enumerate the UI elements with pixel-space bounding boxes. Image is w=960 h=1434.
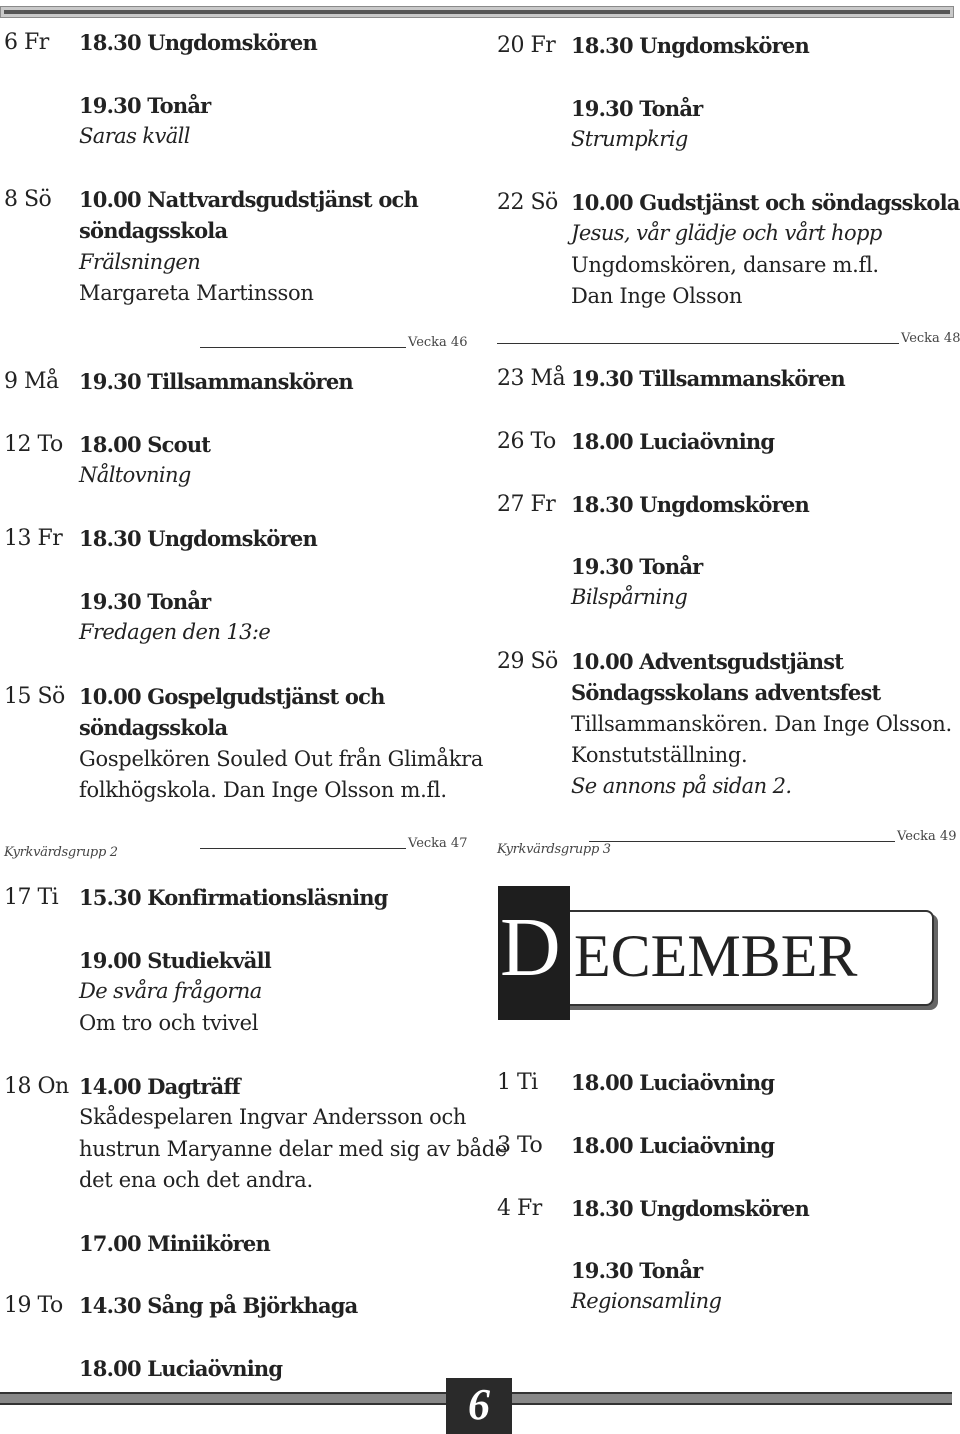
event-detail: Dan Inge Olsson xyxy=(571,283,743,308)
entry-lines xyxy=(79,27,470,58)
entry-lines xyxy=(79,90,470,153)
entry-day: 9 Må xyxy=(4,369,59,394)
month-name-rest: ECEMBER xyxy=(574,923,858,989)
event-title: 18.30 Ungdomskören xyxy=(79,526,317,551)
event-theme: Nåltovning xyxy=(79,463,191,488)
entry-lines xyxy=(79,1290,470,1321)
week-separator-48 xyxy=(497,324,960,344)
entry-day: 6 Fr xyxy=(4,30,49,55)
entry-lines xyxy=(571,551,960,614)
event-detail: Gospelkören Souled Out från Glimåkra xyxy=(79,746,484,771)
week-label: Vecka 47 xyxy=(408,836,468,851)
event-title: 17.00 Miniikören xyxy=(79,1231,270,1256)
event-detail: det ena och det andra. xyxy=(79,1167,313,1192)
entry-lines xyxy=(571,30,960,61)
entry-lines xyxy=(571,1130,960,1161)
entry-lines xyxy=(571,363,960,394)
event-detail: hustrun Maryanne delar med sig av både xyxy=(79,1136,508,1161)
event-theme: Se annons på sidan 2. xyxy=(571,774,792,799)
entry-lines xyxy=(571,93,960,156)
entry-day: 8 Sö xyxy=(4,187,52,212)
footer-bar-right xyxy=(512,1392,952,1405)
event-detail: Margareta Martinsson xyxy=(79,280,314,305)
event-theme: Fredagen den 13:e xyxy=(79,620,271,645)
entry-lines xyxy=(571,426,960,457)
event-theme: Jesus, vår glädje och vårt hopp xyxy=(571,221,882,246)
month-initial: D xyxy=(500,901,561,994)
entry-day: 22 Sö xyxy=(497,190,558,215)
entry-day: 15 Sö xyxy=(4,684,65,709)
event-title: 19.00 Studiekväll xyxy=(79,948,271,973)
event-detail: Tillsammanskören. Dan Inge Olsson. xyxy=(571,711,952,736)
entry-day: 3 To xyxy=(497,1133,543,1158)
event-title: 19.30 Tonår xyxy=(571,1258,703,1283)
church-warden-group-label: Kyrkvärdsgrupp 2 xyxy=(4,845,118,860)
entry-lines xyxy=(79,1228,470,1259)
entry-lines xyxy=(571,187,960,312)
event-detail: Ungdomskören, dansare m.fl. xyxy=(571,252,879,277)
event-title: 10.00 Gospelgudstjänst och xyxy=(79,684,385,709)
entry-lines xyxy=(79,945,470,1039)
event-title: 18.00 Luciaövning xyxy=(571,1133,775,1158)
event-detail: Konstutställning. xyxy=(571,742,748,767)
entry-lines xyxy=(79,882,470,913)
page-number-footer xyxy=(0,1378,960,1434)
event-title: 19.30 Tonår xyxy=(571,554,703,579)
week-label: Vecka 48 xyxy=(901,331,960,346)
event-detail: folkhögskola. Dan Inge Olsson m.fl. xyxy=(79,777,447,802)
month-heading-december xyxy=(498,886,934,1022)
event-title: 18.00 Luciaövning xyxy=(79,1356,283,1381)
page-number-box xyxy=(446,1378,512,1434)
event-title: 19.30 Tonår xyxy=(79,589,211,614)
entry-day: 12 To xyxy=(4,432,63,457)
event-title: 18.00 Luciaövning xyxy=(571,429,775,454)
week-label: Vecka 49 xyxy=(897,829,957,844)
event-title: 18.00 Scout xyxy=(79,432,211,457)
event-theme: Saras kväll xyxy=(79,124,190,149)
entry-day: 19 To xyxy=(4,1293,63,1318)
event-title: Söndagsskolans adventsfest xyxy=(571,680,881,706)
entry-day: 26 To xyxy=(497,429,556,454)
event-title: 14.30 Sång på Björkhaga xyxy=(79,1293,358,1318)
entry-lines xyxy=(571,489,960,520)
top-decorative-bar xyxy=(0,6,954,18)
initial-block xyxy=(498,886,570,1020)
event-title: 18.30 Ungdomskören xyxy=(79,30,317,55)
entry-lines xyxy=(571,1255,960,1318)
entry-day: 13 Fr xyxy=(4,526,63,551)
event-title: 18.30 Ungdomskören xyxy=(571,1196,809,1221)
event-title: 10.00 Adventsgudstjänst xyxy=(571,649,844,674)
entry-lines xyxy=(79,523,470,554)
event-theme: Frälsningen xyxy=(79,249,201,274)
event-detail: Om tro och tvivel xyxy=(79,1010,259,1035)
event-title: 18.30 Ungdomskören xyxy=(571,492,809,517)
entry-day: 17 Ti xyxy=(4,885,59,910)
entry-lines xyxy=(79,184,470,309)
footer-bar-left xyxy=(0,1392,446,1405)
event-title: 19.30 Tillsammanskören xyxy=(571,366,845,391)
event-title: söndagsskola xyxy=(79,218,228,244)
event-title: 10.00 Nattvardsgudstjänst och xyxy=(79,187,418,212)
entry-lines xyxy=(79,429,470,492)
entry-lines xyxy=(571,1193,960,1224)
event-title: 18.00 Luciaövning xyxy=(571,1070,775,1095)
event-title: 19.30 Tillsammanskören xyxy=(79,369,353,394)
entry-lines xyxy=(79,681,484,806)
page-number: 6 xyxy=(468,1380,490,1429)
entry-day: 18 On xyxy=(4,1074,69,1099)
church-warden-group-label: Kyrkvärdsgrupp 3 xyxy=(497,842,611,857)
event-title: 19.30 Tonår xyxy=(571,96,703,121)
week-separator-49 xyxy=(497,822,960,842)
entry-day: 20 Fr xyxy=(497,33,556,58)
entry-lines xyxy=(571,646,960,802)
event-theme: De svåra frågorna xyxy=(79,979,262,1004)
entry-day: 1 Ti xyxy=(497,1070,538,1095)
entry-lines xyxy=(571,1067,960,1098)
entry-day: 23 Må xyxy=(497,366,566,391)
entry-lines xyxy=(79,366,470,397)
week-separator-46 xyxy=(0,328,470,348)
event-theme: Regionsamling xyxy=(571,1289,722,1314)
event-title: söndagsskola xyxy=(79,715,228,741)
entry-day: 27 Fr xyxy=(497,492,556,517)
event-detail: Skådespelaren Ingvar Andersson och xyxy=(79,1105,467,1130)
event-title: 10.00 Gudstjänst och söndagsskola xyxy=(571,190,960,215)
event-theme: Strumpkrig xyxy=(571,127,688,152)
entry-lines xyxy=(79,586,470,649)
event-title: 19.30 Tonår xyxy=(79,93,211,118)
entry-day: 29 Sö xyxy=(497,649,558,674)
week-label: Vecka 46 xyxy=(408,335,468,350)
event-title: 14.00 Dagträff xyxy=(79,1074,240,1099)
entry-lines xyxy=(79,1071,508,1196)
entry-day: 4 Fr xyxy=(497,1196,542,1221)
event-title: 18.30 Ungdomskören xyxy=(571,33,809,58)
event-title: 15.30 Konfirmationsläsning xyxy=(79,885,388,910)
event-theme: Bilspårning xyxy=(571,585,688,610)
